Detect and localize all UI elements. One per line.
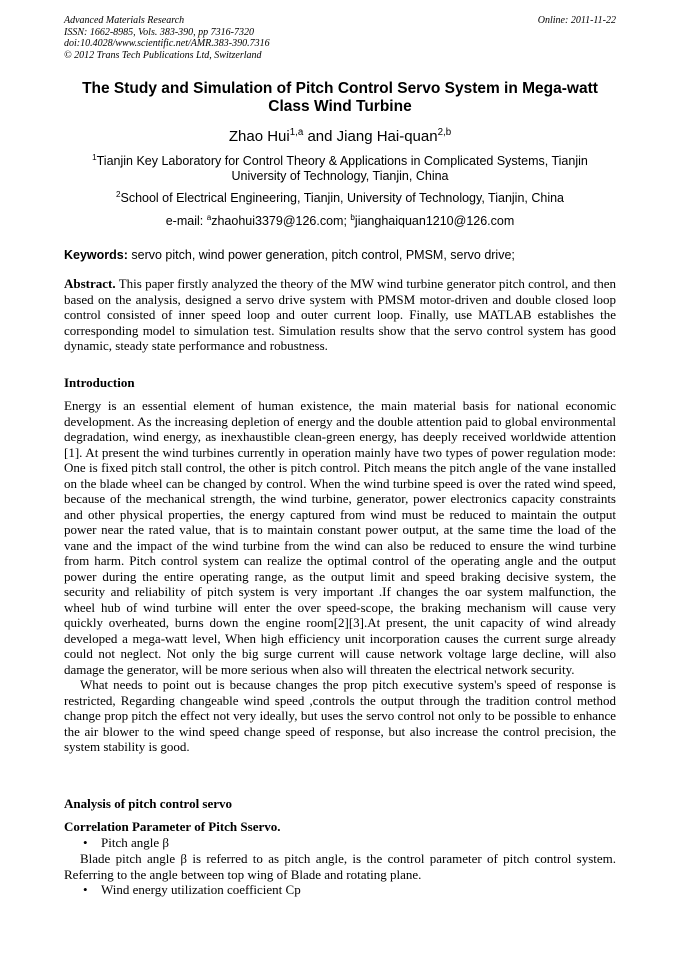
email-line [64, 214, 616, 229]
abstract-text: This paper firstly analyzed the theory of the MW wind turbine generator pitch control, and then based on the analysis, designed a servo drive system with PMSM motor-driven and double closed loop control consisted of inner speed loop and outer current loop. Finally, use MATLAB establishes the corresponding model to simulation test. Simulation results show that the servo control system has good dynamic, steady state performance and robustness. [64, 276, 616, 353]
bullet-cp [83, 882, 301, 898]
bullet-pitch-angle [83, 835, 169, 851]
author-line [64, 128, 616, 146]
email-a-sup: a [206, 213, 212, 223]
introduction-body [64, 398, 616, 755]
email-label: e-mail: [165, 214, 207, 228]
section-heading-introduction: Introduction [64, 375, 135, 390]
affiliation-2 [64, 191, 616, 206]
pitch-angle-definition: Blade pitch angle β is referred to as pitch angle, is the control parameter of pitch control system. Referring to the angle between top wing of Blade and rotating plane. [64, 851, 616, 882]
abstract [64, 276, 616, 354]
keywords-text: servo pitch, wind power generation, pitch control, PMSM, servo drive; [127, 248, 515, 262]
journal-name: Advanced Materials Research [64, 15, 185, 26]
affiliation-1-num: 1 [92, 153, 97, 163]
email-b[interactable]: jianghaiquan1210@126.com [354, 214, 515, 228]
email-a[interactable]: zhaohui3379@126.com; [211, 214, 351, 228]
email-b-sup: b [350, 213, 355, 223]
author-2-sup: 2,b [437, 127, 452, 139]
section-heading-analysis: Analysis of pitch control servo [64, 796, 233, 811]
author-1: Zhao Hui [228, 128, 290, 145]
abstract-label: Abstract. [64, 276, 116, 291]
online-date: Online: 2011-11-22 [537, 15, 616, 26]
journal-header [64, 15, 616, 61]
author-2: Jiang Hai-quan [336, 128, 438, 145]
keywords-label: Keywords: [64, 248, 128, 262]
author-and: and [303, 128, 337, 145]
bullet-icon: • [83, 882, 88, 897]
affiliation-2-text: School of Electrical Engineering, Tianjin, University of Technology, Tianjin, China [120, 191, 565, 205]
intro-paragraph-2: What needs to point out is because changes the prop pitch executive system's speed of response is restricted, Regarding changeable wind speed ,controls the output through the tradition control method change prop pitch the effect not very ideally, but uses the servo control not only to be possible to enhance the air blower to the wind speed change speed of response, but also increase the control precision, the system stability is good. [64, 677, 616, 754]
bullet-cp-text: Wind energy utilization coefficient Cp [101, 882, 301, 897]
copyright: © 2012 Trans Tech Publications Ltd, Switzerland [64, 49, 262, 61]
doi: doi:10.4028/www.scientific.net/AMR.383-390.7316 [64, 38, 270, 49]
issn: ISSN: 1662-8985, Vols. 383-390, pp 7316-7320 [64, 26, 254, 38]
paper-title: The Study and Simulation of Pitch Control Servo System in Mega-watt Class Wind Turbine [82, 80, 598, 115]
affiliation-1 [64, 154, 616, 184]
author-1-sup: 1,a [289, 127, 304, 139]
affiliation-2-num: 2 [115, 190, 121, 200]
bullet-pitch-angle-text: Pitch angle β [101, 835, 169, 850]
bullet-icon: • [83, 835, 88, 850]
keywords [64, 248, 616, 263]
subsection-heading-correlation: Correlation Parameter of Pitch Sservo. [64, 819, 281, 834]
affiliation-1-text: Tianjin Key Laboratory for Control Theory & Applications in Complicated Systems, Tianjin University of Technology, Tianjin, China [96, 154, 588, 183]
intro-paragraph-1: Energy is an essential element of human existence, the main material basis for national economic development. As the increasing depletion of energy and the double attention paid to global environmental degradation, wind energy, as inexhaustible clean-green energy, has deeply received worldwide attention [1]. At present the wind turbines currently in operation mainly have two types of power regulation mode: One is fixed pitch stall control, the other is pitch control. Pitch means the pitch angle of the vane installed on the blade wheel can be changed by control. When the wind turbine speed is over the rated wind speed, because of the mechanical strength, the wind turbine, generator, power electronics capacity constraints and other physical properties, the energy captured from wind must be reduced to maintain the output power near the rated value, that is to maintain constant power output, at the same time the load of the vane and the impact of the wind turbine from the wind can also be reduced to ensure the wind turbine from harm. Pitch control system can realize the optimal control of the operating angle and the output power during the entire operating range, as the output limit and speed braking decisive system, the security and reliability of pitch system is very important .If changes the oar system malfunction, the wheel hub of wind turbine will enter the over speed-scope, the braking mechanism will cause very quickly overheated, burns down the engine room[2][3].At present, the unit capacity of wind already developed a mega-watt level, When high efficiency unit incorporation causes the current surge already could not neglect. Not only the big surge current will cause network voltage large decline, will also damage the generator, will be more serious when also will threaten the electrical network security. [64, 398, 616, 677]
